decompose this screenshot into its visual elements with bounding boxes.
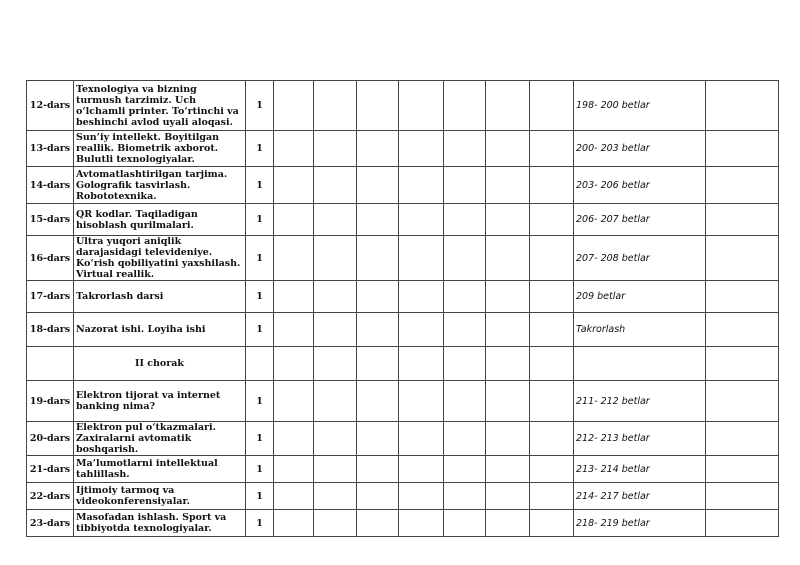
empty-cell — [399, 236, 444, 281]
empty-cell — [274, 456, 314, 483]
lesson-topic: Elektron pul o‘tkazmalari. Zaxiralarni avtomatik boshqarish. — [74, 422, 246, 456]
term-heading: II chorak — [74, 347, 246, 381]
empty-cell — [399, 167, 444, 204]
lesson-number: 19-dars — [27, 381, 74, 422]
empty-cell — [486, 204, 530, 236]
empty-cell — [444, 381, 486, 422]
empty-cell — [314, 483, 357, 510]
empty-cell — [399, 204, 444, 236]
lesson-number: 21-dars — [27, 456, 74, 483]
lesson-row — [27, 131, 779, 167]
lesson-pages: 200- 203 betlar — [574, 131, 706, 167]
empty-cell — [314, 281, 357, 313]
lesson-pages: 207- 208 betlar — [574, 236, 706, 281]
lesson-topic: Elektron tijorat va internet banking nima? — [74, 381, 246, 422]
empty-cell — [357, 381, 399, 422]
empty-cell — [706, 381, 779, 422]
lesson-row — [27, 81, 779, 131]
empty-cell — [530, 313, 574, 347]
lesson-topic: Nazorat ishi. Loyiha ishi — [74, 313, 246, 347]
lesson-topic: Sun’iy intellekt. Boyitilgan reallik. Biometrik axborot. Bulutli texnologiyalar. — [74, 131, 246, 167]
empty-cell — [274, 131, 314, 167]
empty-cell — [314, 236, 357, 281]
lesson-pages: 211- 212 betlar — [574, 381, 706, 422]
lesson-pages: 209 betlar — [574, 281, 706, 313]
lesson-pages: 212- 213 betlar — [574, 422, 706, 456]
lesson-rows-part2 — [27, 381, 779, 537]
empty-cell — [530, 422, 574, 456]
lesson-number: 18-dars — [27, 313, 74, 347]
empty-cell — [357, 422, 399, 456]
empty-cell — [357, 131, 399, 167]
lesson-hours: 1 — [246, 422, 274, 456]
lesson-pages: 218- 219 betlar — [574, 510, 706, 537]
empty-cell — [444, 204, 486, 236]
empty-cell — [314, 422, 357, 456]
empty-cell — [274, 281, 314, 313]
lesson-number: 22-dars — [27, 483, 74, 510]
lesson-topic: Avtomatlashtirilgan tarjima. Golografik tasvirlash. Robototexnika. — [74, 167, 246, 204]
lesson-topic: Ultra yuqori aniqlik darajasidagi televideniye. Ko‘rish qobiliyatini yaxshilash. Virtual reallik. — [74, 236, 246, 281]
empty-cell — [444, 422, 486, 456]
empty-cell — [274, 313, 314, 347]
empty-cell — [357, 204, 399, 236]
empty-cell — [314, 456, 357, 483]
empty-cell — [399, 483, 444, 510]
lesson-pages: 206- 207 betlar — [574, 204, 706, 236]
empty-cell — [357, 456, 399, 483]
empty-cell — [444, 313, 486, 347]
lesson-row — [27, 510, 779, 537]
empty-cell — [274, 167, 314, 204]
empty-cell — [274, 204, 314, 236]
lesson-plan-table — [26, 80, 779, 537]
empty-cell — [486, 456, 530, 483]
empty-cell — [530, 381, 574, 422]
lesson-topic: Ijtimoiy tarmoq va videokonferensiyalar. — [74, 483, 246, 510]
lesson-hours: 1 — [246, 81, 274, 131]
lesson-row — [27, 313, 779, 347]
lesson-hours: 1 — [246, 204, 274, 236]
empty-cell — [357, 483, 399, 510]
lesson-hours: 1 — [246, 167, 274, 204]
empty-cell — [530, 483, 574, 510]
empty-cell — [444, 483, 486, 510]
empty-cell — [314, 131, 357, 167]
lesson-number: 13-dars — [27, 131, 74, 167]
empty-cell — [706, 456, 779, 483]
term-empty-cell — [444, 347, 486, 381]
empty-cell — [486, 131, 530, 167]
empty-cell — [706, 81, 779, 131]
lesson-row — [27, 456, 779, 483]
lesson-number: 15-dars — [27, 204, 74, 236]
lesson-topic: Ma’lumotlarni intellektual tahlillash. — [74, 456, 246, 483]
lesson-hours: 1 — [246, 131, 274, 167]
lesson-topic: QR kodlar. Taqiladigan hisoblash qurilmalari. — [74, 204, 246, 236]
lesson-pages: 203- 206 betlar — [574, 167, 706, 204]
empty-cell — [357, 510, 399, 537]
empty-cell — [314, 204, 357, 236]
lesson-row — [27, 281, 779, 313]
lesson-hours: 1 — [246, 281, 274, 313]
empty-cell — [486, 281, 530, 313]
lesson-topic: Texnologiya va bizning turmush tarzimiz. Uch o‘lchamli printer. To‘rtinchi va beshinchi avlod uyali aloqasi. — [74, 81, 246, 131]
term-empty-cell — [574, 347, 706, 381]
term-empty-cell — [274, 347, 314, 381]
empty-cell — [444, 81, 486, 131]
empty-cell — [357, 236, 399, 281]
term-empty-cell — [399, 347, 444, 381]
lesson-row — [27, 167, 779, 204]
empty-cell — [314, 167, 357, 204]
empty-cell — [486, 167, 530, 204]
empty-cell — [706, 313, 779, 347]
lesson-hours: 1 — [246, 456, 274, 483]
term-empty-cell — [357, 347, 399, 381]
empty-cell — [706, 422, 779, 456]
term-empty-cell — [27, 347, 74, 381]
term-empty-cell — [530, 347, 574, 381]
lesson-hours: 1 — [246, 313, 274, 347]
empty-cell — [530, 236, 574, 281]
empty-cell — [357, 313, 399, 347]
empty-cell — [706, 167, 779, 204]
empty-cell — [486, 381, 530, 422]
empty-cell — [274, 510, 314, 537]
empty-cell — [399, 81, 444, 131]
empty-cell — [399, 131, 444, 167]
empty-cell — [706, 281, 779, 313]
term-empty-cell — [314, 347, 357, 381]
empty-cell — [706, 236, 779, 281]
lesson-row — [27, 381, 779, 422]
empty-cell — [399, 422, 444, 456]
lesson-hours: 1 — [246, 381, 274, 422]
empty-cell — [486, 510, 530, 537]
empty-cell — [530, 204, 574, 236]
lesson-number: 12-dars — [27, 81, 74, 131]
empty-cell — [274, 81, 314, 131]
empty-cell — [706, 483, 779, 510]
lesson-hours: 1 — [246, 236, 274, 281]
empty-cell — [274, 236, 314, 281]
empty-cell — [486, 313, 530, 347]
empty-cell — [530, 281, 574, 313]
lesson-row — [27, 483, 779, 510]
empty-cell — [274, 422, 314, 456]
lesson-number: 14-dars — [27, 167, 74, 204]
lesson-hours: 1 — [246, 510, 274, 537]
term-empty-cell — [486, 347, 530, 381]
empty-cell — [530, 510, 574, 537]
term-empty-cell — [706, 347, 779, 381]
lesson-hours: 1 — [246, 483, 274, 510]
empty-cell — [706, 131, 779, 167]
lesson-number: 17-dars — [27, 281, 74, 313]
empty-cell — [314, 81, 357, 131]
empty-cell — [399, 456, 444, 483]
empty-cell — [357, 281, 399, 313]
empty-cell — [274, 483, 314, 510]
empty-cell — [444, 236, 486, 281]
empty-cell — [314, 381, 357, 422]
empty-cell — [357, 81, 399, 131]
empty-cell — [706, 510, 779, 537]
empty-cell — [486, 81, 530, 131]
lesson-rows-part1 — [27, 81, 779, 347]
lesson-pages: 213- 214 betlar — [574, 456, 706, 483]
lesson-number: 16-dars — [27, 236, 74, 281]
lesson-topic: Masofadan ishlash. Sport va tibbiyotda texnologiyalar. — [74, 510, 246, 537]
lesson-row — [27, 204, 779, 236]
lesson-row — [27, 236, 779, 281]
empty-cell — [444, 281, 486, 313]
empty-cell — [530, 456, 574, 483]
empty-cell — [530, 131, 574, 167]
empty-cell — [530, 167, 574, 204]
empty-cell — [399, 381, 444, 422]
empty-cell — [399, 510, 444, 537]
empty-cell — [357, 167, 399, 204]
empty-cell — [530, 81, 574, 131]
empty-cell — [314, 313, 357, 347]
empty-cell — [486, 422, 530, 456]
lesson-number: 20-dars — [27, 422, 74, 456]
lesson-topic: Takrorlash darsi — [74, 281, 246, 313]
term-section — [27, 347, 779, 381]
empty-cell — [444, 510, 486, 537]
term-empty-cell — [246, 347, 274, 381]
empty-cell — [486, 483, 530, 510]
lesson-pages: Takrorlash — [574, 313, 706, 347]
empty-cell — [399, 281, 444, 313]
lesson-number: 23-dars — [27, 510, 74, 537]
lesson-pages: 214- 217 betlar — [574, 483, 706, 510]
empty-cell — [444, 167, 486, 204]
term-heading-row — [27, 347, 779, 381]
lesson-pages: 198- 200 betlar — [574, 81, 706, 131]
empty-cell — [444, 456, 486, 483]
empty-cell — [706, 204, 779, 236]
empty-cell — [486, 236, 530, 281]
empty-cell — [314, 510, 357, 537]
empty-cell — [274, 381, 314, 422]
lesson-row — [27, 422, 779, 456]
empty-cell — [399, 313, 444, 347]
empty-cell — [444, 131, 486, 167]
